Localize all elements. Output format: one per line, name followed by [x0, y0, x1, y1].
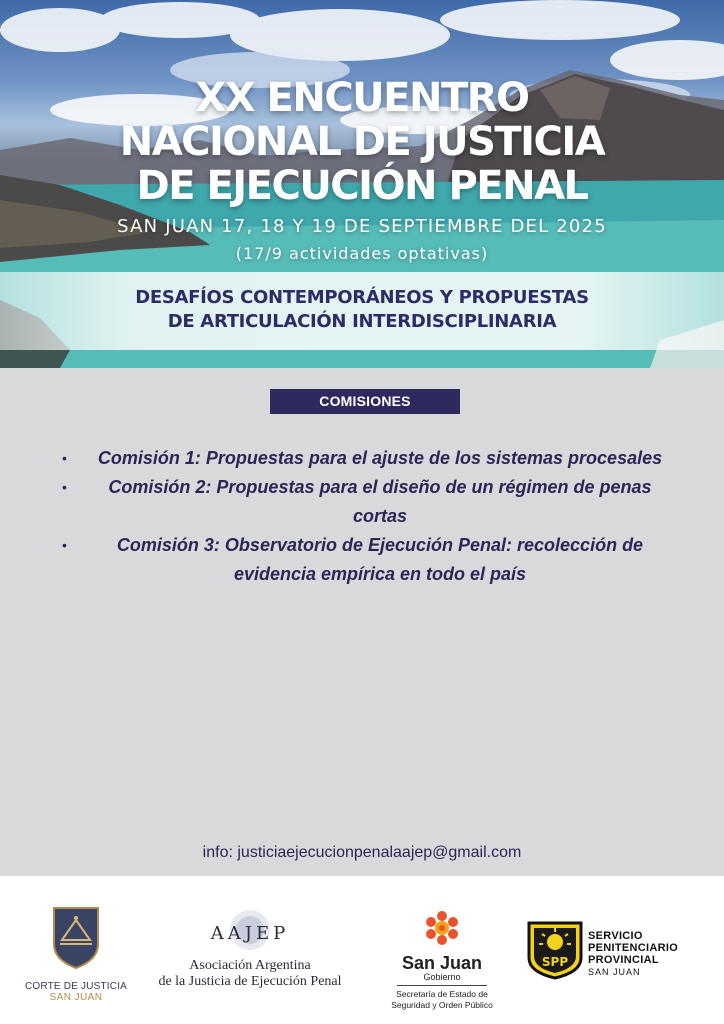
commission-3: Comisión 3: Observatorio de Ejecución Penal: recolección de evidencia empírica en todo el país	[116, 535, 644, 584]
event-subtitle	[0, 286, 724, 334]
header-banner	[0, 0, 724, 368]
subtitle-line-2: DE ARTICULACIÓN INTERDISCIPLINARIA	[167, 311, 557, 332]
divider	[397, 985, 487, 986]
event-date: SAN JUAN 17, 18 Y 19 DE SEPTIEMBRE DEL 2025	[117, 216, 607, 237]
spp-badge-text: SPP	[541, 955, 569, 969]
aajep-logo	[150, 908, 350, 990]
scales-shield-icon	[50, 904, 102, 970]
spp-line-1: SERVICIO	[588, 930, 643, 942]
title-line-1: XX ENCUENTRO	[195, 75, 529, 121]
commissions-list	[60, 444, 680, 589]
gobierno-label: Gobierno	[423, 972, 461, 982]
optional-activities-note: (17/9 actividades optativas)	[235, 244, 489, 263]
spp-line-3: PROVINCIAL	[588, 954, 659, 966]
bullet-icon: •	[62, 537, 67, 553]
bullet-icon: •	[62, 450, 67, 466]
san-juan-gobierno-logo	[384, 910, 500, 1011]
bullet-icon: •	[62, 479, 67, 495]
spp-line-4: SAN JUAN	[588, 967, 641, 977]
list-item	[60, 531, 680, 589]
secretaria-line-2: Seguridad y Orden Público	[391, 1000, 493, 1010]
commission-1: Comisión 1: Propuestas para el ajuste de los sistemas procesales	[97, 448, 663, 468]
corte-de-justicia-logo	[24, 904, 128, 1003]
title-line-2: NACIONAL DE JUSTICIA	[119, 119, 605, 165]
spp-line-2: PENITENCIARIO	[588, 942, 679, 954]
commissions-heading: COMISIONES	[270, 389, 460, 414]
aajep-line-2: de la Justicia de Ejecución Penal	[158, 974, 342, 989]
secretaria-line-1: Secretaría de Estado de	[396, 989, 488, 999]
san-juan-name: San Juan	[401, 953, 483, 973]
list-item	[60, 444, 680, 473]
spp-shield-icon	[526, 920, 584, 980]
sun-flower-icon	[424, 910, 460, 946]
corte-line-1: CORTE DE JUSTICIA	[24, 981, 128, 992]
subtitle-line-1: DESAFÍOS CONTEMPORÁNEOS Y PROPUESTAS	[135, 287, 589, 308]
event-title	[0, 76, 724, 208]
corte-line-2: SAN JUAN	[49, 992, 103, 1003]
commission-2: Comisión 2: Propuestas para el diseño de un régimen de penas cortas	[108, 477, 652, 526]
aajep-line-1: Asociación Argentina	[189, 958, 311, 973]
spp-text	[588, 930, 718, 978]
contact-email[interactable]: info: justiciaejecucionpenalaajep@gmail.com	[202, 844, 522, 861]
aajep-mark: AAJEP	[210, 923, 290, 944]
title-line-3: DE EJECUCIÓN PENAL	[136, 163, 588, 209]
list-item	[60, 473, 680, 531]
